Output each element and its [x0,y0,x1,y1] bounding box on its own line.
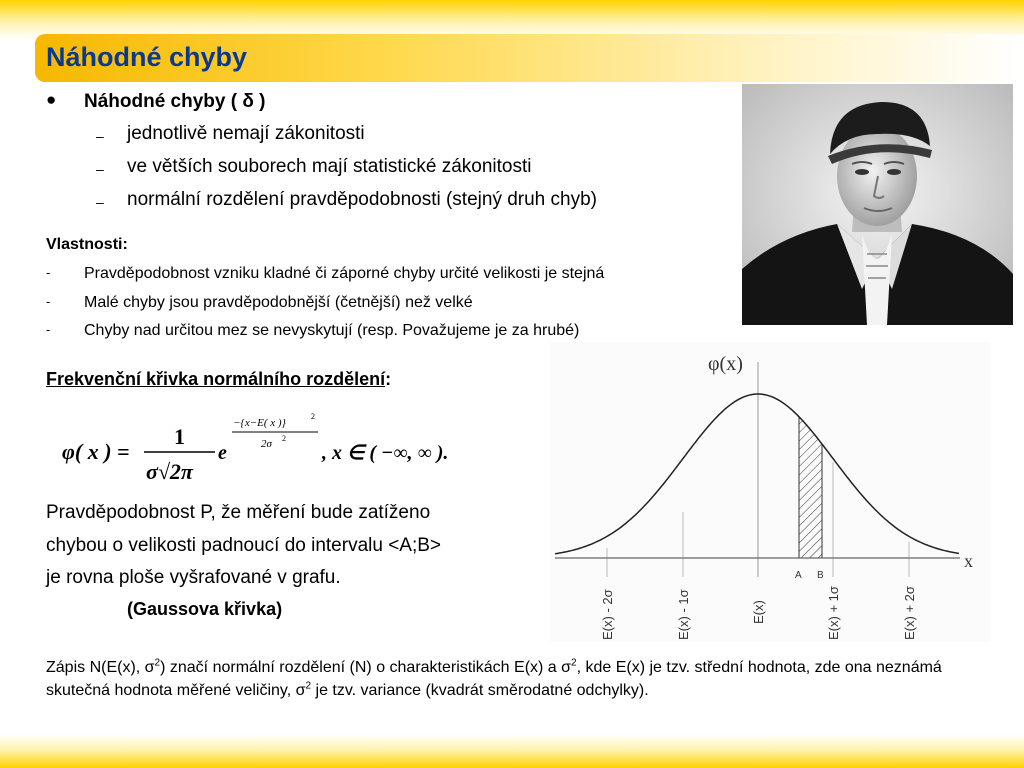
formula-numerator: 1 [174,424,185,449]
paragraph-line: je rovna ploše vyšrafované v grafu. [46,567,341,588]
formula-denominator: σ√2π [146,459,193,484]
sub-dash: – [96,194,104,210]
property-item: Pravděpodobnost vzniku kladné či záporné chyby určité velikosti je stejná [84,265,605,282]
sub-dash: – [96,128,104,144]
formula-exp-bottom-power: 2 [282,434,286,443]
marker-b: B [817,570,824,581]
prop-dash: - [46,322,51,337]
y-axis-label: φ(x) [708,353,743,375]
x-axis-label: x [964,551,973,571]
footnote-sup: 2 [154,657,161,669]
frequency-title-text: Frekvenční křivka normálního rozdělení [46,369,386,389]
footnote-part: je tzv. variance (kvadrát směrodatné odchylky). [311,682,649,699]
marker-a: A [795,570,802,581]
prop-dash: - [46,294,51,309]
normal-distribution-graph [550,342,990,642]
tick-label: E(x) - 1σ [676,589,691,640]
property-item: Malé chyby jsou pravděpodobnější (četnější) než velké [84,294,473,311]
formula-exp-top: −{x−E( x )} [233,417,286,429]
graph-background [550,342,990,642]
footnote-part: ) značí normální rozdělení (N) o charakteristikách E(x) a σ [160,659,572,676]
property-item: Chyby nad určitou mez se nevyskytují (resp. Považujeme je za hrubé) [84,322,580,339]
gauss-curve-label: (Gaussova křivka) [127,599,283,619]
prop-dash: - [46,265,51,280]
gauss-formula [60,406,490,486]
sub-item: ve větších souborech mají statistické zákonitosti [127,156,532,177]
tick-label: E(x) - 2σ [600,589,615,640]
bottom-decor-band [0,734,1024,768]
footnote-part: , kde E(x) je tzv. střední hodnota, zde ona neznámá skutečná hodnota měřené veličiny, σ [46,659,942,699]
formula-domain: , x ∈ ( −∞, ∞ ). [322,442,449,464]
footnote-sup: 2 [305,680,312,692]
gauss-portrait [742,84,1013,325]
footnote [46,656,976,702]
frequency-title [46,369,391,390]
tick-label: E(x) + 2σ [902,586,917,640]
slide-title: Náhodné chyby [46,42,248,72]
properties-title: Vlastnosti: [46,236,128,253]
paragraph-line: chybou o velikosti padnoucí do intervalu <A;B> [46,535,442,556]
tick-label: E(x) [751,600,766,624]
footnote-part: Zápis N(E(x), σ [46,659,155,676]
formula-base: e [218,442,227,464]
sub-item: normální rozdělení pravděpodobnosti (stejný druh chyb) [127,189,597,210]
sub-item: jednotlivě nemají zákonitosti [127,123,365,144]
formula-exp-bottom: 2σ [261,438,272,450]
paragraph-line: Pravděpodobnost P, že měření bude zatíženo [46,502,431,523]
bullet-icon: ● [46,90,57,109]
sub-dash: – [96,161,104,177]
bullet-heading: Náhodné chyby ( δ ) [84,91,266,112]
formula-exp-top-power: 2 [311,412,315,421]
frequency-title-colon: : [385,369,392,389]
formula-lhs: φ( x ) = [62,439,130,464]
tick-label: E(x) + 1σ [826,586,841,640]
footnote-sup: 2 [571,657,577,669]
